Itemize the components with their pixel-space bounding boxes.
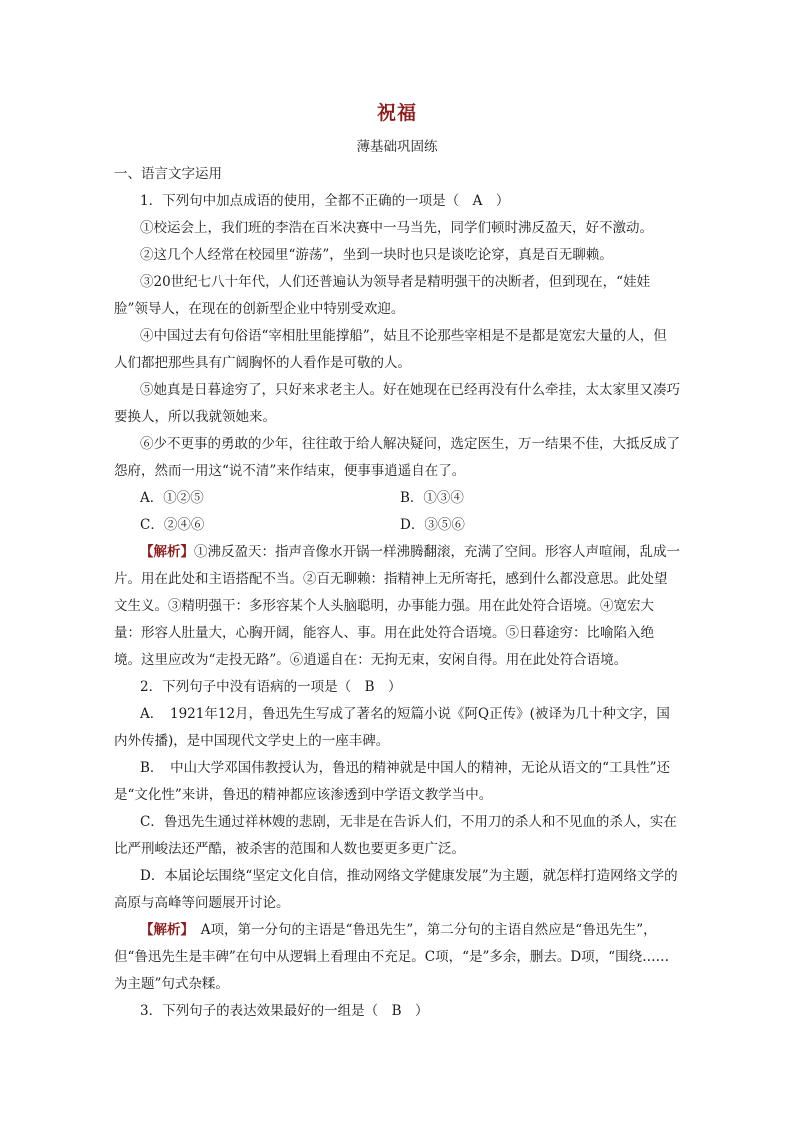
question-1-item: ⑤她真是日暮途穷了，只好来求老主人。好在她现在已经再没有什么牵挂，太太家里又凑巧要换人，所以我就领她来。	[114, 382, 680, 425]
analysis-tag: 【解析】	[140, 544, 194, 560]
option-d: D．③⑤⑥	[400, 517, 465, 533]
question-2-item: D．本届论坛围绕“坚定文化自信，推动网络文学健康发展”为主题，就怎样打造网络文学的高原与高峰等问题展开讨论。	[114, 868, 678, 911]
question-2-item: B． 中山大学邓国伟教授认为，鲁迅的精神就是中国人的精神，无论从语文的“工具性”还是“文化性”来讲，鲁迅的精神都应该渗透到中学语文教学当中。	[114, 760, 670, 803]
question-1-item: ④中国过去有句俗语“宰相肚里能撑船”，姑且不论那些宰相是不是都是宽宏大量的人，但人们都把那些具有广阔胸怀的人看作是可敬的人。	[114, 328, 667, 371]
question-1-stem: 1．下列句中加点成语的使用，全都不正确的一项是（ A ）	[140, 193, 510, 209]
question-2-analysis	[114, 917, 680, 998]
option-b: B．①③④	[400, 490, 464, 506]
option-a: A．①②⑤	[140, 490, 204, 506]
question-1-options-row	[114, 512, 680, 539]
question-2-stem: 2．下列句子中没有语病的一项是（ B ）	[140, 679, 402, 695]
question-1-item: ⑥少不更事的勇敢的少年，往往敢于给人解决疑问，选定医生，万一结果不佳，大抵反成了怨府，然而一用这“说不清”来作结束，便事事逍遥自在了。	[114, 436, 680, 479]
question-1-item: ③20世纪七八十年代，人们还普遍认为领导者是精明强干的决断者，但到现在，“娃娃脸”领导人，在现在的创新型企业中特别受欢迎。	[114, 274, 651, 317]
analysis-text: A项，第一分句的主语是“鲁迅先生”，第二分句的主语自然应是“鲁迅先生”，但“鲁迅先生是丰碑”在句中从逻辑上看理由不充足。C项，“是”多余，删去。D项，“围绕……为主题”句式杂糅。	[114, 922, 670, 992]
analysis-text: ①沸反盈天：指声音像水开锅一样沸腾翻滚，充满了空间。形容人声喧闹，乱成一片。用在此处和主语搭配不当。②百无聊赖：指精神上无所寄托，感到什么都没意思。此处望文生义。③精明强干：多形容某个人头脑聪明，办事能力强。用在此处符合语境。④宽宏大量：形容人肚量大，心胸开阔，能容人、事。用在此处符合语境。⑤日暮途穷：比喻陷入绝境。这里应改为“走投无路”。⑥逍遥自在：无拘无束，安闲自得。用在此处符合语境。	[114, 544, 680, 668]
question-1-options-row	[114, 485, 680, 512]
question-1-analysis	[114, 539, 680, 674]
analysis-tag: 【解析】	[140, 922, 188, 938]
question-1-item: ②这几个人经常在校园里“游荡”，坐到一块时也只是谈吃论穿，真是百无聊赖。	[140, 247, 613, 263]
question-2-item: A． 1921年12月，鲁迅先生写成了著名的短篇小说《阿Q正传》(被译为几十种文字，国内外传播)，是中国现代文学史上的一座丰碑。	[114, 706, 670, 749]
page-subtitle: 薄基础巩固练	[356, 139, 438, 155]
section-heading: 一、语言文字运用	[114, 166, 222, 182]
question-2-item: C．鲁迅先生通过祥林嫂的悲剧，无非是在告诉人们，不用刀的杀人和不见血的杀人，实在比严刑峻法还严酷，被杀害的范围和人数也要更多更广泛。	[114, 814, 677, 857]
question-1-item: ①校运会上，我们班的李浩在百米决赛中一马当先，同学们顿时沸反盈天，好不激动。	[140, 220, 653, 236]
option-c: C．②④⑥	[140, 517, 205, 533]
question-3-stem: 3．下列句子的表达效果最好的一组是（ B ）	[140, 1003, 429, 1019]
page-title: 祝福	[376, 102, 417, 124]
